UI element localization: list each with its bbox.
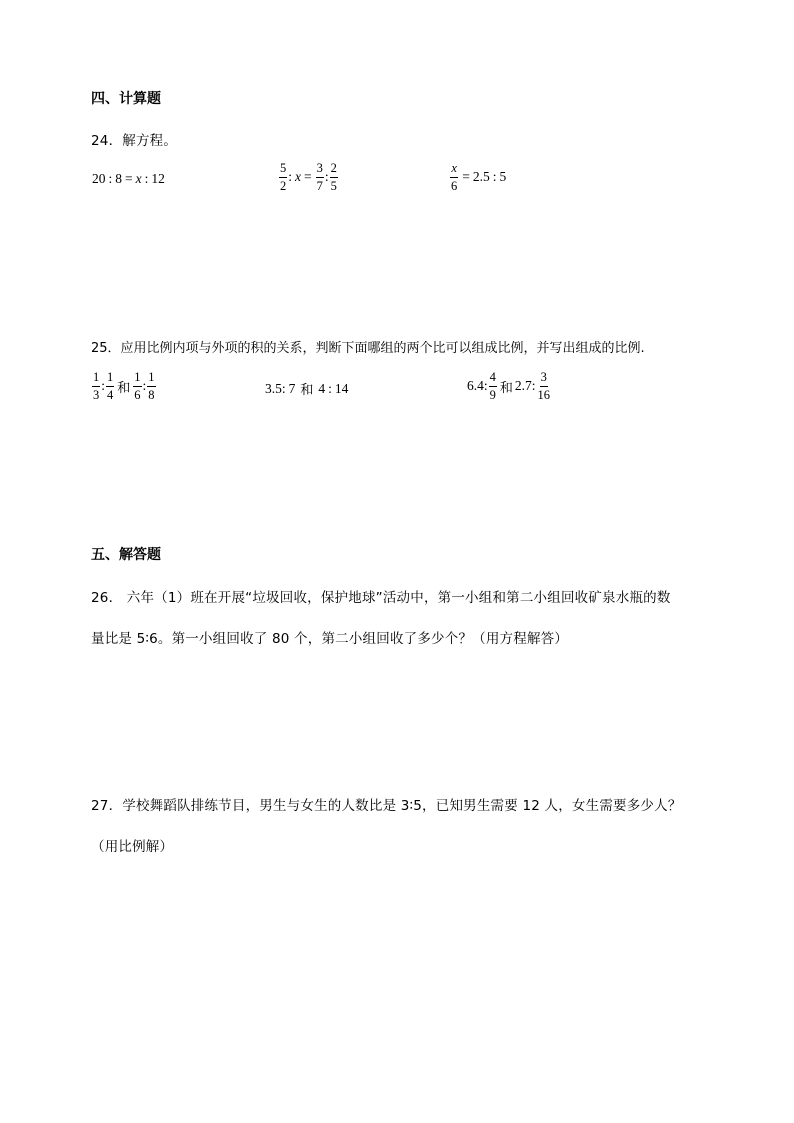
ratio-term: 2.7 xyxy=(514,378,532,393)
ratio-colon: : xyxy=(281,380,286,396)
fraction xyxy=(330,162,338,192)
denominator: 4 xyxy=(107,387,114,402)
numerator: x xyxy=(450,162,458,178)
fraction xyxy=(106,371,114,401)
equation-24-2 xyxy=(278,162,339,192)
question-27-line-1: 27．学校舞蹈队排练节目，男生与女生的人数比是 3∶5，已知男生需要 12 人，女生需要多少人？ xyxy=(91,798,682,814)
ratio-colon: : xyxy=(483,378,488,393)
ratio-colon: : xyxy=(328,380,332,396)
ratio-term: 3.5 xyxy=(265,380,282,396)
ratio-term: 14 xyxy=(334,380,349,396)
question-27-line-2: （用比例解） xyxy=(91,839,174,855)
eq-colon: : xyxy=(324,169,329,184)
eq-colon: : xyxy=(492,169,497,184)
eq-variable: x xyxy=(135,171,142,186)
eq-colon: : xyxy=(144,171,149,186)
eq-variable: x xyxy=(295,169,302,184)
numerator: 1 xyxy=(133,371,141,387)
denominator: 2 xyxy=(280,178,287,193)
denominator: 16 xyxy=(537,387,551,402)
ratio-colon: : xyxy=(531,378,536,393)
eq-equals: = xyxy=(304,169,312,184)
proportion-pair-1 xyxy=(91,371,157,401)
section-heading-word-problems: 五、解答题 xyxy=(91,547,161,563)
question-26-line-2: 量比是 5∶6。第一小组回收了 80 个，第二小组回收了多少个？（用方程解答） xyxy=(91,631,569,647)
ratio-term: 4 xyxy=(318,380,326,396)
fraction xyxy=(133,371,141,401)
eq-term: 12 xyxy=(151,171,165,186)
denominator: 3 xyxy=(93,387,100,402)
and-word: 和 xyxy=(300,383,314,398)
equation-24-3 xyxy=(449,162,506,192)
eq-term: 2.5 xyxy=(472,169,490,184)
eq-term: 20 xyxy=(92,171,106,186)
eq-colon: : xyxy=(288,169,293,184)
denominator: 9 xyxy=(489,387,496,402)
numerator: 3 xyxy=(540,371,548,387)
numerator: 1 xyxy=(106,371,114,387)
denominator: 7 xyxy=(316,178,323,193)
eq-equals: = xyxy=(125,171,133,186)
numerator: 2 xyxy=(330,162,338,178)
equation-24-1 xyxy=(92,171,165,187)
numerator: 5 xyxy=(279,162,287,178)
question-26-line-1: 26． 六年（1）班在开展“垃圾回收，保护地球”活动中，第一小组和第二小组回收矿泉水瓶的数 xyxy=(91,590,671,606)
proportion-pair-3 xyxy=(467,371,552,401)
and-word: 和 xyxy=(499,380,513,396)
question-25-prompt: 25．应用比例内项与外项的积的关系，判断下面哪组的两个比可以组成比例，并写出组成的比例. xyxy=(91,341,645,356)
ratio-colon: : xyxy=(101,378,106,393)
fraction xyxy=(537,371,552,401)
fraction xyxy=(316,162,324,192)
question-24-prompt: 24．解方程。 xyxy=(91,133,178,149)
eq-colon: : xyxy=(108,171,113,186)
section-heading-calculation: 四、计算题 xyxy=(91,91,161,107)
fraction xyxy=(147,371,155,401)
fraction xyxy=(450,162,458,192)
numerator: 3 xyxy=(316,162,324,178)
denominator: 6 xyxy=(451,178,458,193)
ratio-colon: : xyxy=(142,378,147,393)
fraction xyxy=(92,371,100,401)
eq-term: 8 xyxy=(115,171,123,186)
and-word: 和 xyxy=(117,380,131,396)
numerator: 4 xyxy=(489,371,497,387)
numerator: 1 xyxy=(92,371,100,387)
fraction xyxy=(279,162,287,192)
proportion-pair-2 xyxy=(265,379,348,398)
denominator: 5 xyxy=(330,178,337,193)
denominator: 8 xyxy=(148,387,155,402)
fraction xyxy=(489,371,497,401)
numerator: 1 xyxy=(147,371,155,387)
eq-term: 5 xyxy=(499,169,507,184)
eq-equals: = xyxy=(462,169,470,184)
denominator: 6 xyxy=(134,387,141,402)
ratio-term: 6.4 xyxy=(467,378,484,393)
ratio-term: 7 xyxy=(288,380,296,396)
